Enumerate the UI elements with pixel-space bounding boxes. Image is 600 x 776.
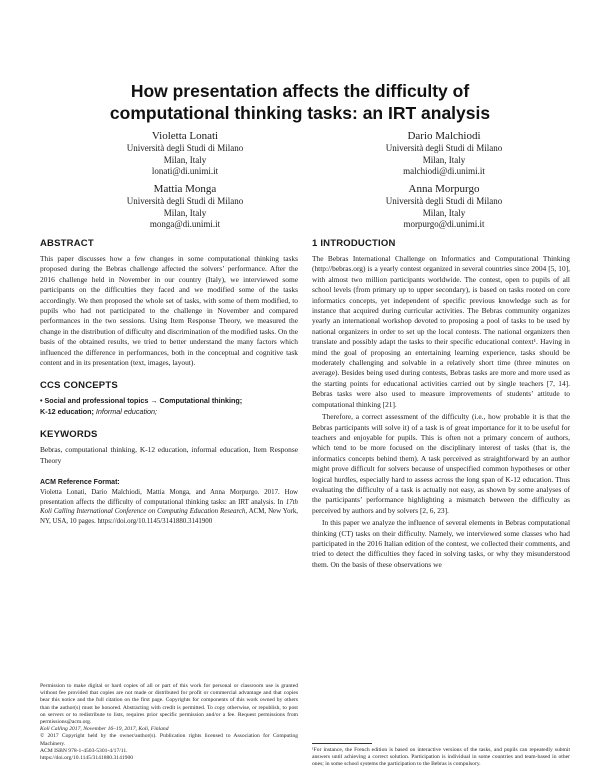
permission-block: [40, 683, 298, 762]
abstract-text: This paper discusses how a few changes in some computational thinking tasks proposed during the Bebras challenge affected the solvers’ performance. After the 2016 challenge held in November in our country (Italy), we interviewed some participants on the difficulties they faced and we modified some of the tasks accordingly. We then proposed the whole set of tasks, with some of them modified, to pupils who had not participated to the challenge in November and compared performances in the two sessions. Using Item Response Theory, we measured the change in the distribution of difficulty and discrimination of the modified tasks. On the basis of the obtained results, we tried to better understand the many factors which influenced the difference in performances, both in the conceptual and cognitive task content and in its presentation (text, images, layout).: [40, 254, 298, 368]
isbn-line: ACM ISBN 978-1-4503-5301-4/17/11.: [40, 747, 128, 754]
ccs-heading: CCS CONCEPTS: [40, 380, 118, 392]
ccs-concepts: [40, 396, 298, 417]
author-block: [334, 183, 554, 231]
author-name: Dario Malchiodi: [407, 130, 481, 142]
author-name: Violetta Lonati: [151, 130, 219, 142]
keywords-section: [40, 429, 298, 466]
left-column: [40, 238, 298, 538]
footnote-rule: [312, 743, 372, 744]
reference-heading: ACM Reference Format:: [40, 479, 120, 487]
ccs-line2-bold: K-12 education;: [40, 406, 94, 416]
author-block: [75, 183, 295, 231]
author-email: malchiodi@di.unimi.it: [403, 166, 485, 176]
author-affiliation: Università degli Studi di Milano: [385, 196, 503, 206]
author-affiliation: Università degli Studi di Milano: [385, 143, 503, 153]
author-location: Milan, Italy: [422, 154, 466, 165]
title-line-1: How presentation affects the difficulty of: [130, 81, 470, 101]
copyright-line: © 2017 Copyright held by the owner/author(s). Publication rights licensed to Association for Computing Machinery.: [40, 733, 298, 747]
ccs-bullet: • Social and professional topics → Computational thinking;: [40, 396, 243, 406]
author-email: lonati@di.unimi.it: [151, 166, 219, 176]
reference-text-b: , ACM, New York, NY, USA, 10 pages. https://doi.org/10.1145/3141880.3141900: [40, 508, 298, 525]
reference-venue: 17th Koli Calling International Conference on Computing Education Research: [40, 498, 298, 516]
reference-text: [40, 488, 298, 526]
author-affiliation: Università degli Studi di Milano: [126, 143, 244, 153]
author-email: monga@di.unimi.it: [149, 219, 221, 229]
author-affiliation: Università degli Studi di Milano: [126, 196, 244, 206]
author-block: [334, 130, 554, 178]
reference-text-a: Violetta Lonati, Dario Malchiodi, Mattia Monga, and Anna Morpurgo. 2017. How presentation affects the difficulty of computational thinking tasks: an IRT analysis. In: [40, 489, 298, 506]
author-location: Milan, Italy: [163, 207, 207, 218]
introduction-paragraph: Therefore, a correct assessment of the difficulty (i.e., how probable it is that the Bebras participants will solve it) of a task is of great importance for it to be useful for teachers and enjoyable for pupils. This is often not a primary concern of authors, which tend to be more focused on the disciplinary interest of tasks (that is, the informatics concepts behind them). A task perceived as straightforward by an author might prove difficult for solvers because of unspecified common hypotheses or other logical hurdles, especially hard to assess across the long span of K-12 education. Thus evaluating the difficulty of a task is actually not easy, as shown by some analyses of the participants’ performance highlighting a mismatch between the difficulty as perceived by authors and by solvers [2, 6, 23].: [312, 412, 570, 515]
author-name: Mattia Monga: [153, 183, 217, 195]
doi-line: https://doi.org/10.1145/3141880.3141900: [40, 755, 134, 762]
reference-format: [40, 478, 298, 526]
author-name: Anna Morpurgo: [408, 183, 480, 195]
author-block: [75, 130, 295, 178]
title-line-2: computational thinking tasks: an IRT analysis: [109, 103, 491, 123]
ccs-section: [40, 380, 298, 417]
keywords-text: Bebras, computational thinking, K-12 education, informal education, Item Response Theory: [40, 445, 298, 465]
footnote: ¹For instance, the French edition is based on interactive versions of the tasks, and pupils can repeatedly submit answers until achieving a correct solution. Participation is individual in some countries and team-based in other ones; in some school systems the participation to the Bebras is compulsory.: [312, 747, 570, 767]
abstract-section: [40, 238, 298, 368]
abstract-heading: ABSTRACT: [40, 238, 94, 249]
ccs-line2-italic: Informal education;: [93, 406, 158, 416]
keywords-heading: KEYWORDS: [40, 429, 98, 441]
paper-title: [40, 80, 560, 124]
author-location: Milan, Italy: [422, 207, 466, 218]
introduction-paragraph: In this paper we analyze the influence of several elements in Bebras computational thinking (CT) tasks on their difficulty. Namely, we interviewed some classes who had participated in the 2016 Italian edition of the contest, we collected their comments, and tried to detect the difficulties they faced in solving tasks, or why they misunderstood them. On the basis of these observations we: [312, 518, 570, 569]
permission-text: Permission to make digital or hard copies of all or part of this work for personal or classroom use is granted without fee provided that copies are not made or distributed for profit or commercial advantage and that copies bear this notice and the full citation on the first page. Copyrights for components of this work owned by others than the author(s) must be honored. Abstracting with credit is permitted. To copy otherwise, or republish, to post on servers or to redistribute to lists, requires prior specific permission and/or a fee. Request permissions from permissions@acm.org.: [40, 683, 298, 726]
author-email: morpurgo@di.unimi.it: [403, 219, 485, 229]
right-column: [312, 238, 570, 570]
introduction-heading: 1 INTRODUCTION: [312, 238, 396, 249]
introduction-paragraph: The Bebras International Challenge on Informatics and Computational Thinking (http://bebras.org) is a yearly contest organized in several countries since 2004 [5, 10], with almost two million participants worldwide. The contest, open to pupils of all school levels (from primary up to upper secondary), is based on tasks rooted on core informatics concepts, yet independent of specific previous knowledge such as for instance that acquired during curricular activities. The Bebras community organizes yearly an international workshop devoted to proposing a pool of tasks to be used by national organizers in order to set up the local contests. The national organizers then translate and possibly adapt the tasks to their specific educational context¹. Having in mind the goal of proposing an entertaining learning experience, tasks should be moderately challenging and solvable in a relatively short time (three minutes on average). Besides being used during contests, Bebras tasks are more and more used as the starting points for educational activities carried out by single teachers [7, 14]. Bebras tasks were also used to measure improvements of students’ attitude to computational thinking [21].: [312, 254, 570, 409]
author-location: Milan, Italy: [163, 154, 207, 165]
conference-line: Koli Calling 2017, November 16–19, 2017, Koli, Finland: [40, 726, 169, 733]
